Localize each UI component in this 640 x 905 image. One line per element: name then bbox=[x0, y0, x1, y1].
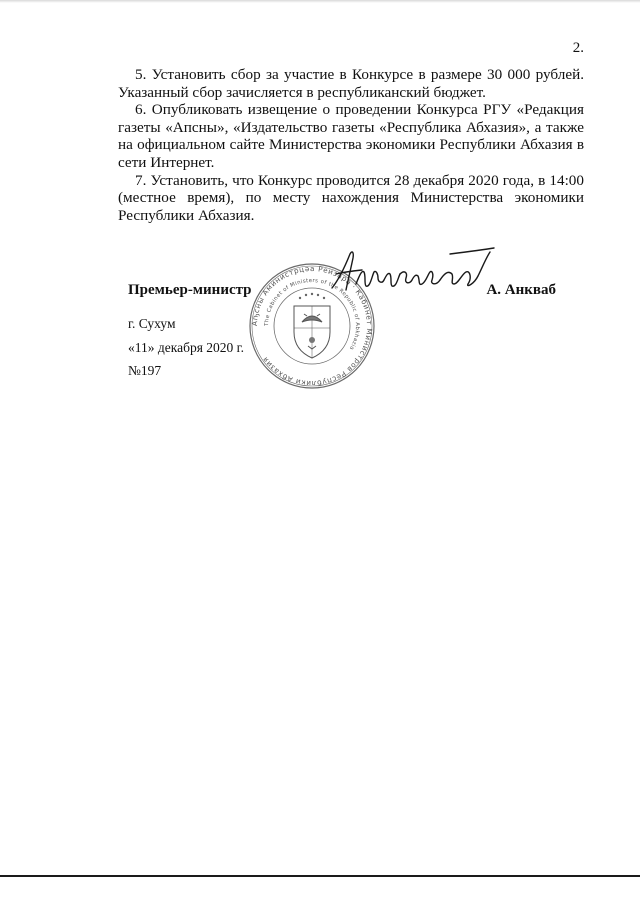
seal-inner-text: The Cabinet of Ministers of the Republic of Abkhazia bbox=[263, 277, 361, 351]
paragraph-7: 7. Установить, что Конкурс проводится 28 декабря 2020 года, в 14:00 (местное время), по месту нахождения Министерства экономики Республики Абхазия. bbox=[118, 171, 584, 224]
document-place: г. Сухум bbox=[128, 316, 176, 331]
handwritten-signature bbox=[326, 244, 498, 300]
emblem-icon bbox=[294, 306, 330, 358]
document-number: №197 bbox=[128, 363, 162, 378]
scan-top-edge bbox=[0, 0, 640, 3]
seal-outer-text: Аҧсны Аминистрцәа Реизара · Кабинет Министров Республики Абхазия bbox=[249, 263, 375, 389]
document-date: «11» декабря 2020 г. bbox=[128, 340, 245, 355]
seal-stars-icon bbox=[299, 293, 325, 299]
document-body bbox=[118, 66, 584, 224]
signatory-name: А. Анкваб bbox=[486, 282, 556, 298]
scan-bottom-edge bbox=[0, 875, 640, 877]
paragraph-6: 6. Опубликовать извещение о проведении Конкурса РГУ «Редакция газеты «Апсны», «Издательство газеты «Республика Абхазия», а также на официальном сайте Министерства экономики Республики Абхазия в сети Интернет. bbox=[118, 101, 584, 171]
page-number: 2. bbox=[572, 40, 584, 56]
paragraph-5: 5. Установить сбор за участие в Конкурсе в размере 30 000 рублей. Указанный сбор зачисляется в республиканский бюджет. bbox=[118, 66, 584, 101]
signatory-title: Премьер-министр bbox=[128, 282, 252, 298]
